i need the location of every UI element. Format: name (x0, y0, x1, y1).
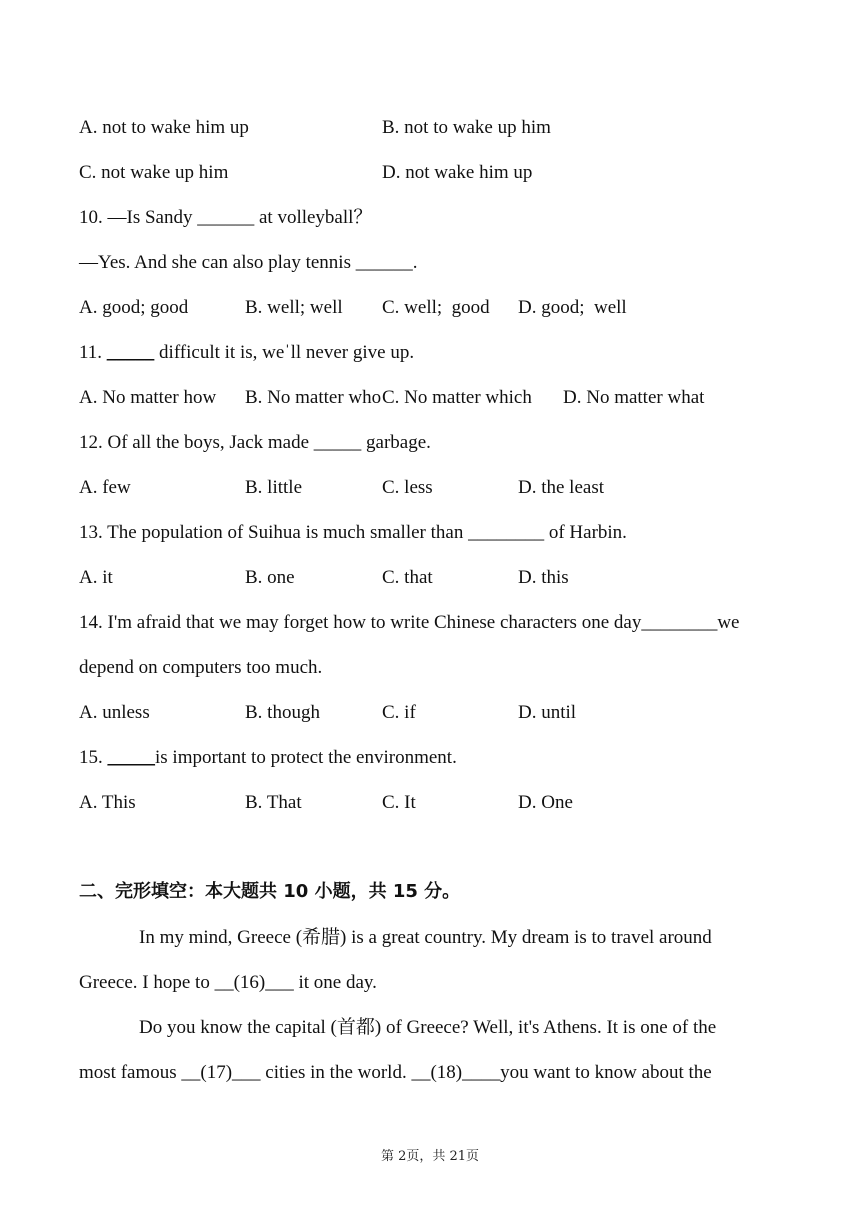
q10-stem-post: at volleyball？ (254, 207, 373, 228)
q11-stem (79, 341, 414, 365)
q14-stem-pre: 14. I'm afraid that we may forget how to write Chinese characters one day (79, 612, 642, 633)
q15-stem (79, 746, 457, 770)
passage-p1-line2-post: it one day. (293, 972, 377, 993)
q15-option-a: A. This (79, 792, 136, 813)
q13-option-d: D. this (518, 567, 569, 588)
passage-p2-line2 (79, 1061, 712, 1085)
q11-option-d: D. No matter what (563, 387, 705, 408)
q10-option-a: A. good; good (79, 297, 189, 318)
q12-stem: 12. Of all the boys, Jack made _____ garbage. (79, 432, 431, 453)
passage-p1-line2-pre: Greece. I hope to (79, 972, 215, 993)
q11-blank: _____ (106, 342, 155, 363)
q11-stem-text: difficult it is, weˈll never give up. (154, 342, 415, 363)
q9-option-b: B. not to wake up him (382, 117, 551, 138)
q10-blank-2: ______ (355, 252, 413, 273)
q10-option-b: B. well; well (245, 297, 343, 318)
q14-option-c: C. if (382, 702, 416, 723)
q12-option-a: A. few (79, 477, 131, 498)
q14-option-a: A. unless (79, 702, 150, 723)
q14-stem-post: we (717, 612, 740, 633)
q14-stem-continued: depend on computers too much. (79, 657, 323, 678)
q10-reply-post: . (412, 252, 418, 273)
q15-stem-text: is important to protect the environment. (155, 747, 457, 768)
q12-option-c: C. less (382, 477, 433, 498)
section-2-heading: 二、完形填空：本大题共 10 小题，共 15 分。 (79, 881, 461, 902)
q10-reply (79, 251, 417, 275)
q10-reply-pre: —Yes. And she can also play tennis (79, 252, 356, 273)
q14-blank: ________ (641, 612, 718, 633)
q15-option-d: D. One (518, 792, 573, 813)
q9-option-d: D. not wake him up (382, 162, 533, 183)
q10-blank-1: ______ (197, 207, 255, 228)
passage-p2-line2-post: you want to know about the (500, 1062, 712, 1083)
q13-stem: 13. The population of Suihua is much smaller than ________ of Harbin. (79, 522, 627, 543)
passage-p1-line2 (79, 971, 377, 995)
q10-option-d: D. good; well (518, 297, 627, 318)
q11-option-b: B. No matter who (245, 387, 382, 408)
q15-option-b: B. That (245, 792, 302, 813)
q15-number: 15. (79, 747, 108, 768)
passage-p1-line1: In my mind, Greece (希腊) is a great country. My dream is to travel around (139, 927, 712, 948)
blank-16: __(16)___ (214, 972, 294, 993)
q9-option-c: C. not wake up him (79, 162, 229, 183)
q14-stem (79, 611, 739, 635)
blank-18: __(18)____ (411, 1062, 501, 1083)
q11-option-c: C. No matter which (382, 387, 532, 408)
page-number-footer: 第 2页，共 21页 (380, 1149, 480, 1164)
q14-option-b: B. though (245, 702, 320, 723)
q10-stem-pre: 10. —Is Sandy (79, 207, 198, 228)
passage-p2-line1: Do you know the capital (首都) of Greece? Well, it's Athens. It is one of the (139, 1017, 717, 1038)
q10-stem (79, 206, 372, 230)
blank-17: __(17)___ (181, 1062, 261, 1083)
q9-option-a: A. not to wake him up (79, 117, 249, 138)
q11-option-a: A. No matter how (79, 387, 217, 408)
q13-option-b: B. one (245, 567, 295, 588)
q10-option-c: C. well; good (382, 297, 490, 318)
q12-option-d: D. the least (518, 477, 605, 498)
q12-option-b: B. little (245, 477, 302, 498)
q14-option-d: D. until (518, 702, 577, 723)
q15-blank: _____ (107, 747, 155, 768)
q11-number: 11. (79, 342, 107, 363)
q13-option-a: A. it (79, 567, 113, 588)
passage-p2-line2-mid: cities in the world. (260, 1062, 412, 1083)
passage-p2-line2-pre: most famous (79, 1062, 182, 1083)
q13-option-c: C. that (382, 567, 433, 588)
q15-option-c: C. It (382, 792, 416, 813)
